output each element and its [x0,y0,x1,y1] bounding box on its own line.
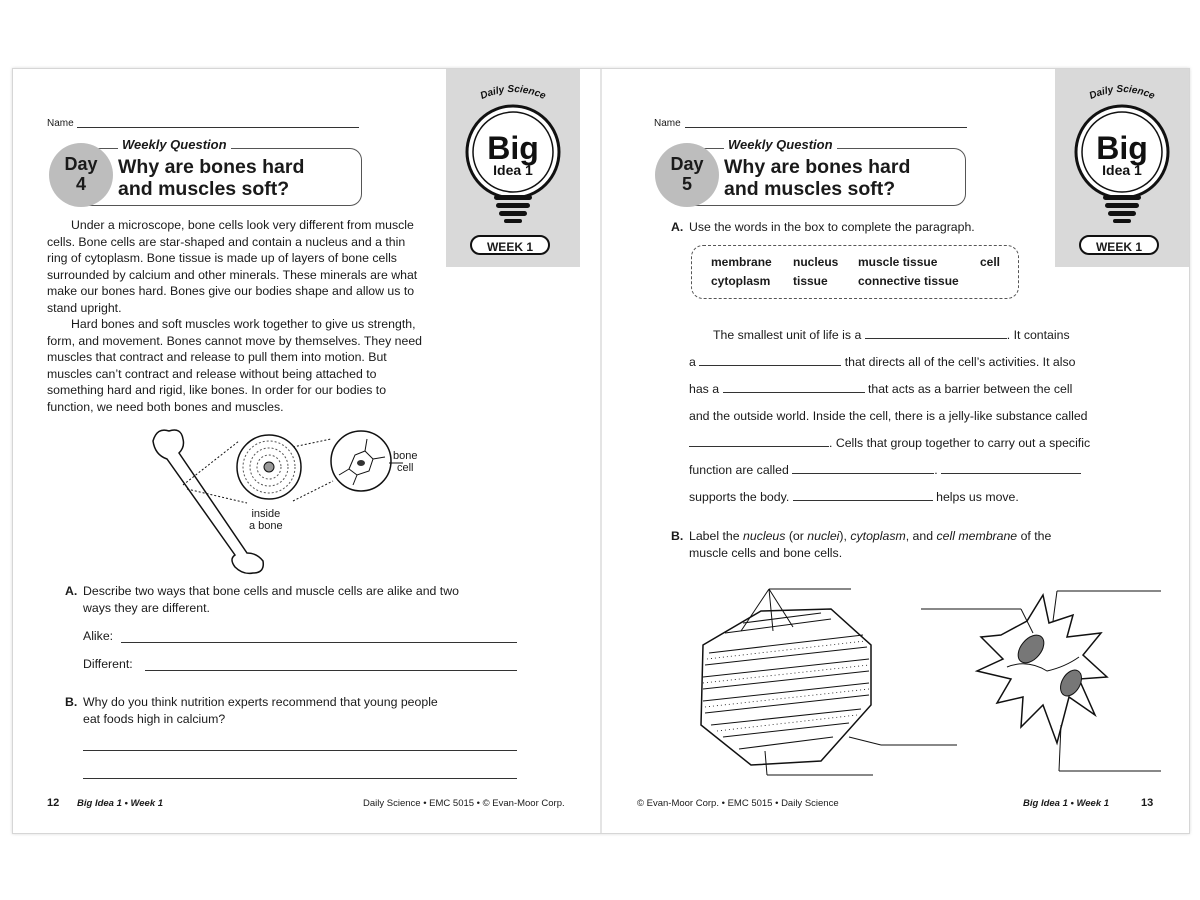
paragraph-line-6: function are called . [689,463,1081,477]
word-bank-box [691,245,1019,299]
answer-line-1[interactable] [83,749,517,751]
name-label: Name [47,118,74,129]
badge-idea-text: Idea 1 [1102,162,1142,178]
title-line-2: and muscles soft? [724,178,896,200]
badge-top-text: Daily Science [478,83,548,102]
paragraph-line-5: . Cells that group together to carry out a specific [689,436,1090,450]
svg-text:Daily Science [479,84,548,102]
paragraph-1: Under a microscope, bone cells look very different from muscle cells. Bone cells are star-shaped and contain a nucleus and a thin ring of cytoplasm. Bone tissue is made up of layers of bone cells surrounded by calcium and other minerals. These minerals are what make our bones hard. Bones give our bodies shape and allow us to stand upright. [47,218,418,315]
lightbulb-icon [1055,69,1189,239]
bone-cross-section [237,435,301,499]
name-line[interactable] [685,126,967,128]
name-line[interactable] [77,126,359,128]
weekly-question-title [724,156,910,200]
page-number: 12 [47,797,60,809]
lightbulb-icon [446,69,580,239]
week-badge: WEEK 1 [470,235,550,255]
word-bank-item: cell [980,255,1001,269]
badge-idea-text: Idea 1 [493,162,533,178]
bone-cell-label: bone cell [393,450,418,474]
footer-credit: Daily Science • EMC 5015 • © Evan-Moor Corp. [363,798,565,809]
question-a: A. Describe two ways that bone cells and muscle cells are alike and two ways they are different. [65,584,459,615]
right-page [601,69,1189,833]
day-word: Day [670,154,704,174]
paragraph-2: Hard bones and soft muscles work together to give us strength, form, and movement. Bones cannot move by themselves. They need muscles that contract and release to pull them into motion. But muscles can’t contract and release without being attached to something hard and rigid, like bones. In order for our bodies to function, we need both bones and muscles. [47,317,423,414]
word-bank-item: membrane [711,255,772,269]
cell-diagrams [681,575,1181,785]
big-idea-tab [446,69,580,267]
answer-line-2[interactable] [83,777,517,779]
blank-5[interactable] [792,463,934,474]
page-number: 13 [1141,797,1154,809]
reading-passage [47,217,427,415]
bone-diagram [143,425,443,575]
word-bank-item: nucleus [793,255,839,269]
blank-2[interactable] [699,355,841,366]
badge-big-text: Big [1096,130,1148,166]
footer-credit: © Evan-Moor Corp. • EMC 5015 • Daily Science [637,798,839,809]
word-bank-item: cytoplasm [711,274,771,288]
day-word: Day [64,154,98,174]
blank-7[interactable] [793,490,933,501]
question-b: B. Label the nucleus (or nuclei), cytoplasm, and cell membrane of the muscle cells and bone cells. [671,529,1052,560]
question-b: B. Why do you think nutrition experts recommend that young people eat foods high in calcium? [65,695,438,726]
blank-1[interactable] [865,328,1007,339]
muscle-tissue-illustration [701,609,871,765]
word-bank-item: muscle tissue [858,255,938,269]
blank-4[interactable] [689,436,829,447]
day-circle [49,143,113,207]
weekly-question-label: Weekly Question [118,137,231,152]
word-bank-item: tissue [793,274,828,288]
paragraph-line-2: a that directs all of the cell’s activities. It also [689,355,1076,369]
word-bank-item: connective tissue [858,274,959,288]
blank-3[interactable] [723,382,865,393]
alike-label: Alike: [83,629,114,643]
different-label: Different: [83,657,133,671]
weekly-question-label: Weekly Question [724,137,837,152]
inside-bone-label: inside a bone [249,508,283,532]
paragraph-line-7: supports the body. helps us move. [689,490,1019,504]
name-label: Name [654,118,681,129]
paragraph-line-3: has a that acts as a barrier between the cell [689,382,1073,396]
paragraph-line-4: and the outside world. Inside the cell, there is a jelly-like substance called [689,409,1088,423]
badge-top-text: Daily Science [1087,83,1157,102]
title-line-1: Why are bones hard [118,156,305,178]
alike-answer-line[interactable] [121,641,517,643]
big-idea-tab [1055,69,1189,267]
title-line-2: and muscles soft? [118,178,290,200]
workbook-spread [12,68,1190,834]
badge-big-text: Big [487,130,539,166]
paragraph-line-1: The smallest unit of life is a . It contains [713,328,1070,342]
day-circle [655,143,719,207]
blank-6[interactable] [941,463,1081,474]
different-answer-line[interactable] [145,669,517,671]
svg-text:Daily Science [1088,84,1157,102]
footer-section: Big Idea 1 • Week 1 [1023,798,1110,809]
bone-cell-illustration [977,595,1107,743]
title-line-1: Why are bones hard [724,156,911,178]
left-page [13,69,601,833]
question-a: A. Use the words in the box to complete the paragraph. [671,220,975,234]
weekly-question-title [118,156,304,200]
day-number: 5 [681,174,692,194]
footer-section: Big Idea 1 • Week 1 [77,798,164,809]
week-badge: WEEK 1 [1079,235,1159,255]
day-number: 4 [75,174,86,194]
